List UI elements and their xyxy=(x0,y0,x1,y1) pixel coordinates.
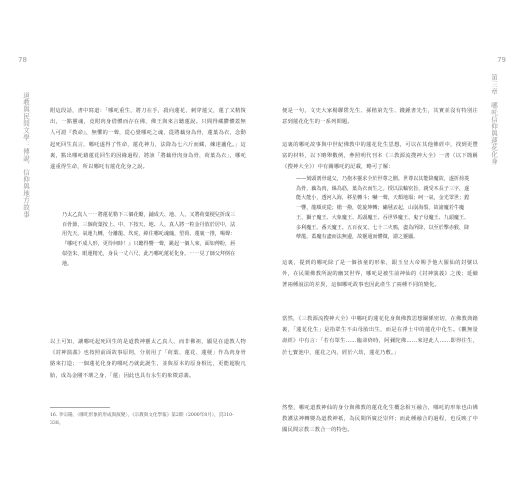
footnote: 16. 李宗陽，〈哪吒形象的形成與演變〉，《宗教與文化學報》第2期（2000年8月），頁310-338。 xyxy=(50,413,234,426)
body-paragraph: 這裏的哪吒故事與中世紀佛教中的蓮花化生思想，可以在其他佛經中，找到更豐富的材料，以下略舉數例，參照明代刊本《三教源流搜神大全》一書（以下簡稱《搜神大全》）中有關哪吒的記載，略可了解： xyxy=(282,142,478,171)
running-head: 道教與民間文學：傳說、信仰與地方故事 xyxy=(22,92,30,218)
body-paragraph: 當然，《三教源流搜神大全》中哪吒的蓮花化身與佛教思想關係密切，在佛教典籍裏，「蓮花化生」是指眾生不由母胎出生，而是在淨土中的蓮花中化生。《觀無量壽經》中有言：「若有眾生……臨命終時，阿彌陀佛……來迎此人……即得往生，於七寶池中，蓮花之內，經於六劫，蓮花乃敷。」 xyxy=(282,316,478,356)
right-page xyxy=(260,0,520,500)
running-head: 第三章 哪吒信仰與蓮花化身 xyxy=(490,74,498,165)
block-quote: ——刻頭剖骨還父，乃抱本靈求全於世尊之側。世尊以其能降魔故，遂折荷菱為骨，藕為肉，絲為筋，葉為衣而生之。授以法輪密旨，親受木長子三字，遂能大能小，透河入海，移星轉斗；嚇一聲，天頹地塌；呵一氣，金光罩世；鍠一響，龍順虎從；槍一撥，乾旋坤轉；繡毬丟起，山崩海裂。故諸魔若牛魔王、獅子魔王、大象魔王、馬頭魔王、吞世界魔王、鬼子母魔王、九頭魔王、多利魔王、番天魔王、五百夜叉、七十二火鴉，盡為所降，以至於擊赤猴，降孽龍。蓋魔有盡而法無邊，故靈通而體微，謂之靈顯。 xyxy=(296,176,470,241)
page-number: 78 xyxy=(18,56,27,64)
block-quote: 乃太乙真人⋯⋯將蓮花勒下三個花瓣，鋪成天、地、人，又將荷葉梗兒折成三百骨節，三個荷葉按上、中、下按天、地、人。真人將一粒金丹放於居中，法用先天，氣運九轉，分離龍、坎虎，綽住哪吒魂魄，望荷、蓮裏一推，喝聲：『哪吒不成人形，更待何時！』只聽得響一聲，跳起一個人來，面如傅粉，唇似塗朱，眼運精光，身長一丈六尺，此乃哪吒蓮花化身。⋯⋯見了師父拜倒在地。 xyxy=(62,212,236,267)
body-paragraph: 附這段話，書中寫道：「哪吒重生，將刀在手，殺向蓮花，刺穿蓮父，蓮了又精復出，一點靈魂，竟附肉身借體而存在佛，佛王與來言聽蓮說。只間得藏鬱體蓋無人可證『教命』，無懼的一聲，從心覺哪吒之魂，從將藕身為骨，蓮葉為衣，念動起死回生真言，哪吒遂得了性命，蓮花神力，法降為七六斤而藏，練達蘆化。」這裏，點出哪吒藉蓮花回生的因緣過程，將該「將藕骨肉身為骨，荷葉為衣」，哪吒遂重得生命，所以哪吒有蓮花化身之說。 xyxy=(50,108,246,171)
body-paragraph: 然整，哪吒道教神仙的身分與佛教的蓮花化生概念相互融合，哪吒的形象也由佛教護法神轉變為道教神祇，為民間所廣泛崇拜；而此種融合的過程，也反映了中國民間宗教三教合一的特色。 xyxy=(282,405,478,434)
body-paragraph: 便是一句，文史大家楊聯陞先生、孫楷第先生、錢鍾書先生，其實並沒有特別注意到蓮花化生的一系列問題。 xyxy=(282,108,478,126)
footnote-divider xyxy=(50,407,110,408)
body-paragraph: 以上可知，讓哪吒起死回生的是道教神靈太乙真人，而非佛祖，顯見在道教人物《封神演義》也按照前面故事原則，分別用了「荷葉、蓮花、蓮梗」作為肉身骨骼來打造；一個蓮花化身的哪吒乃就此誕生，並與原本的原身相比，更能超脫凡胎，成為金剛不壞之身，「蓮」因此也具有永生的象徵意義。 xyxy=(50,339,246,379)
body-paragraph: 這裏，提到的哪吒除了是一個孩童的形象，跟玉皇大帝賜予他大羅仙的封號以外，在民間佛教所說的幽冥世界，哪吒是被生前神仙的《封神演義》之後；延續著兩種說法的差異，這個哪吒故事也因此產生了兩種不同的變化。 xyxy=(282,260,478,289)
page-number: 79 xyxy=(497,56,506,64)
